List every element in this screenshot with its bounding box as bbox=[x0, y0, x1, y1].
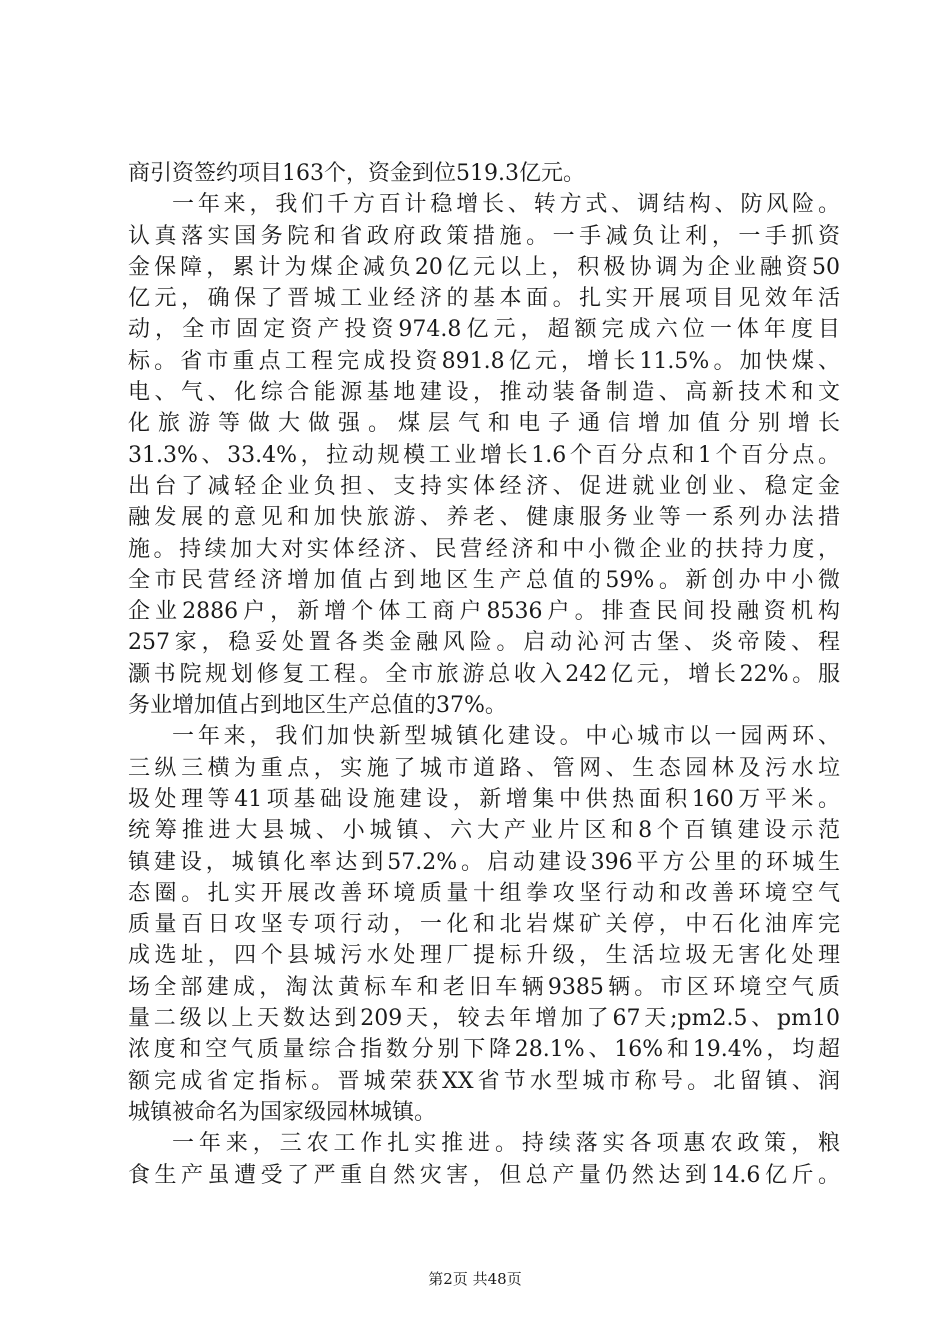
text-line: 城镇被命名为国家级园林城镇。 bbox=[128, 1099, 437, 1125]
text-line: 成选址，四个县城污水处理厂提标升级，生活垃圾无害化处理 bbox=[128, 943, 840, 969]
text-line: 化旅游等做大做强。煤层气和电子通信增加值分别增长 bbox=[128, 411, 840, 437]
text-line: 动，全市固定资产投资974.8亿元，超额完成六位一体年度目 bbox=[128, 317, 840, 343]
text-line: 一年来，三农工作扎实推进。持续落实各项惠农政策，粮 bbox=[172, 1131, 840, 1157]
text-line: 一年来，我们加快新型城镇化建设。中心城市以一园两环、 bbox=[172, 724, 840, 750]
text-line: 出台了减轻企业负担、支持实体经济、促进就业创业、稳定金 bbox=[128, 473, 840, 499]
text-line: 全市民营经济增加值占到地区生产总值的59%。新创办中小微 bbox=[128, 567, 840, 593]
text-line: 企业2886户，新增个体工商户8536户。排查民间投融资机构 bbox=[128, 599, 840, 625]
text-line: 257家，稳妥处置各类金融风险。启动沁河古堡、炎帝陵、程 bbox=[128, 630, 840, 656]
text-line: 三纵三横为重点，实施了城市道路、管网、生态园林及污水垃 bbox=[128, 755, 840, 781]
text-line: 镇建设，城镇化率达到57.2%。启动建设396平方公里的环城生 bbox=[128, 849, 840, 875]
text-line: 31.3%、33.4%，拉动规模工业增长1.6个百分点和1个百分点。 bbox=[128, 442, 840, 468]
text-line: 认真落实国务院和省政府政策措施。一手减负让利，一手抓资 bbox=[128, 223, 840, 249]
text-line: 场全部建成，淘汰黄标车和老旧车辆9385辆。市区环境空气质 bbox=[128, 974, 840, 1000]
text-line: 量二级以上天数达到209天，较去年增加了67天;pm2.5、pm10 bbox=[128, 1006, 840, 1032]
text-line: 标。省市重点工程完成投资891.8亿元，增长11.5%。加快煤、 bbox=[128, 348, 840, 374]
text-line: 电、气、化综合能源基地建设，推动装备制造、高新技术和文 bbox=[128, 380, 840, 406]
text-line: 一年来，我们千方百计稳增长、转方式、调结构、防风险。 bbox=[172, 192, 840, 218]
text-line: 额完成省定指标。晋城荣获XX省节水型城市称号。北留镇、润 bbox=[128, 1068, 840, 1094]
page-footer: 第2页 共48页 bbox=[428, 1270, 522, 1288]
text-line: 亿元，确保了晋城工业经济的基本面。扎实开展项目见效年活 bbox=[128, 286, 840, 312]
text-line: 质量百日攻坚专项行动，一化和北岩煤矿关停，中石化油库完 bbox=[128, 912, 840, 938]
text-line: 商引资签约项目163个，资金到位519.3亿元。 bbox=[128, 161, 585, 186]
text-line: 食生产虽遭受了严重自然灾害，但总产量仍然达到14.6亿斤。 bbox=[128, 1162, 840, 1188]
text-line: 务业增加值占到地区生产总值的37%。 bbox=[128, 693, 507, 719]
text-line: 施。持续加大对实体经济、民营经济和中小微企业的扶持力度， bbox=[128, 536, 840, 562]
text-line: 浓度和空气质量综合指数分别下降28.1%、16%和19.4%，均超 bbox=[128, 1037, 840, 1063]
document-body bbox=[128, 158, 840, 1191]
text-line: 灏书院规划修复工程。全市旅游总收入242亿元，增长22%。服 bbox=[128, 661, 840, 687]
text-line: 圾处理等41项基础设施建设，新增集中供热面积160万平米。 bbox=[128, 786, 840, 812]
text-line: 融发展的意见和加快旅游、养老、健康服务业等一系列办法措 bbox=[128, 505, 840, 531]
text-line: 统筹推进大县城、小城镇、六大产业片区和8个百镇建设示范 bbox=[128, 818, 840, 844]
text-line: 态圈。扎实开展改善环境质量十组拳攻坚行动和改善环境空气 bbox=[128, 880, 840, 906]
text-line: 金保障，累计为煤企减负20亿元以上，积极协调为企业融资50 bbox=[128, 254, 840, 280]
